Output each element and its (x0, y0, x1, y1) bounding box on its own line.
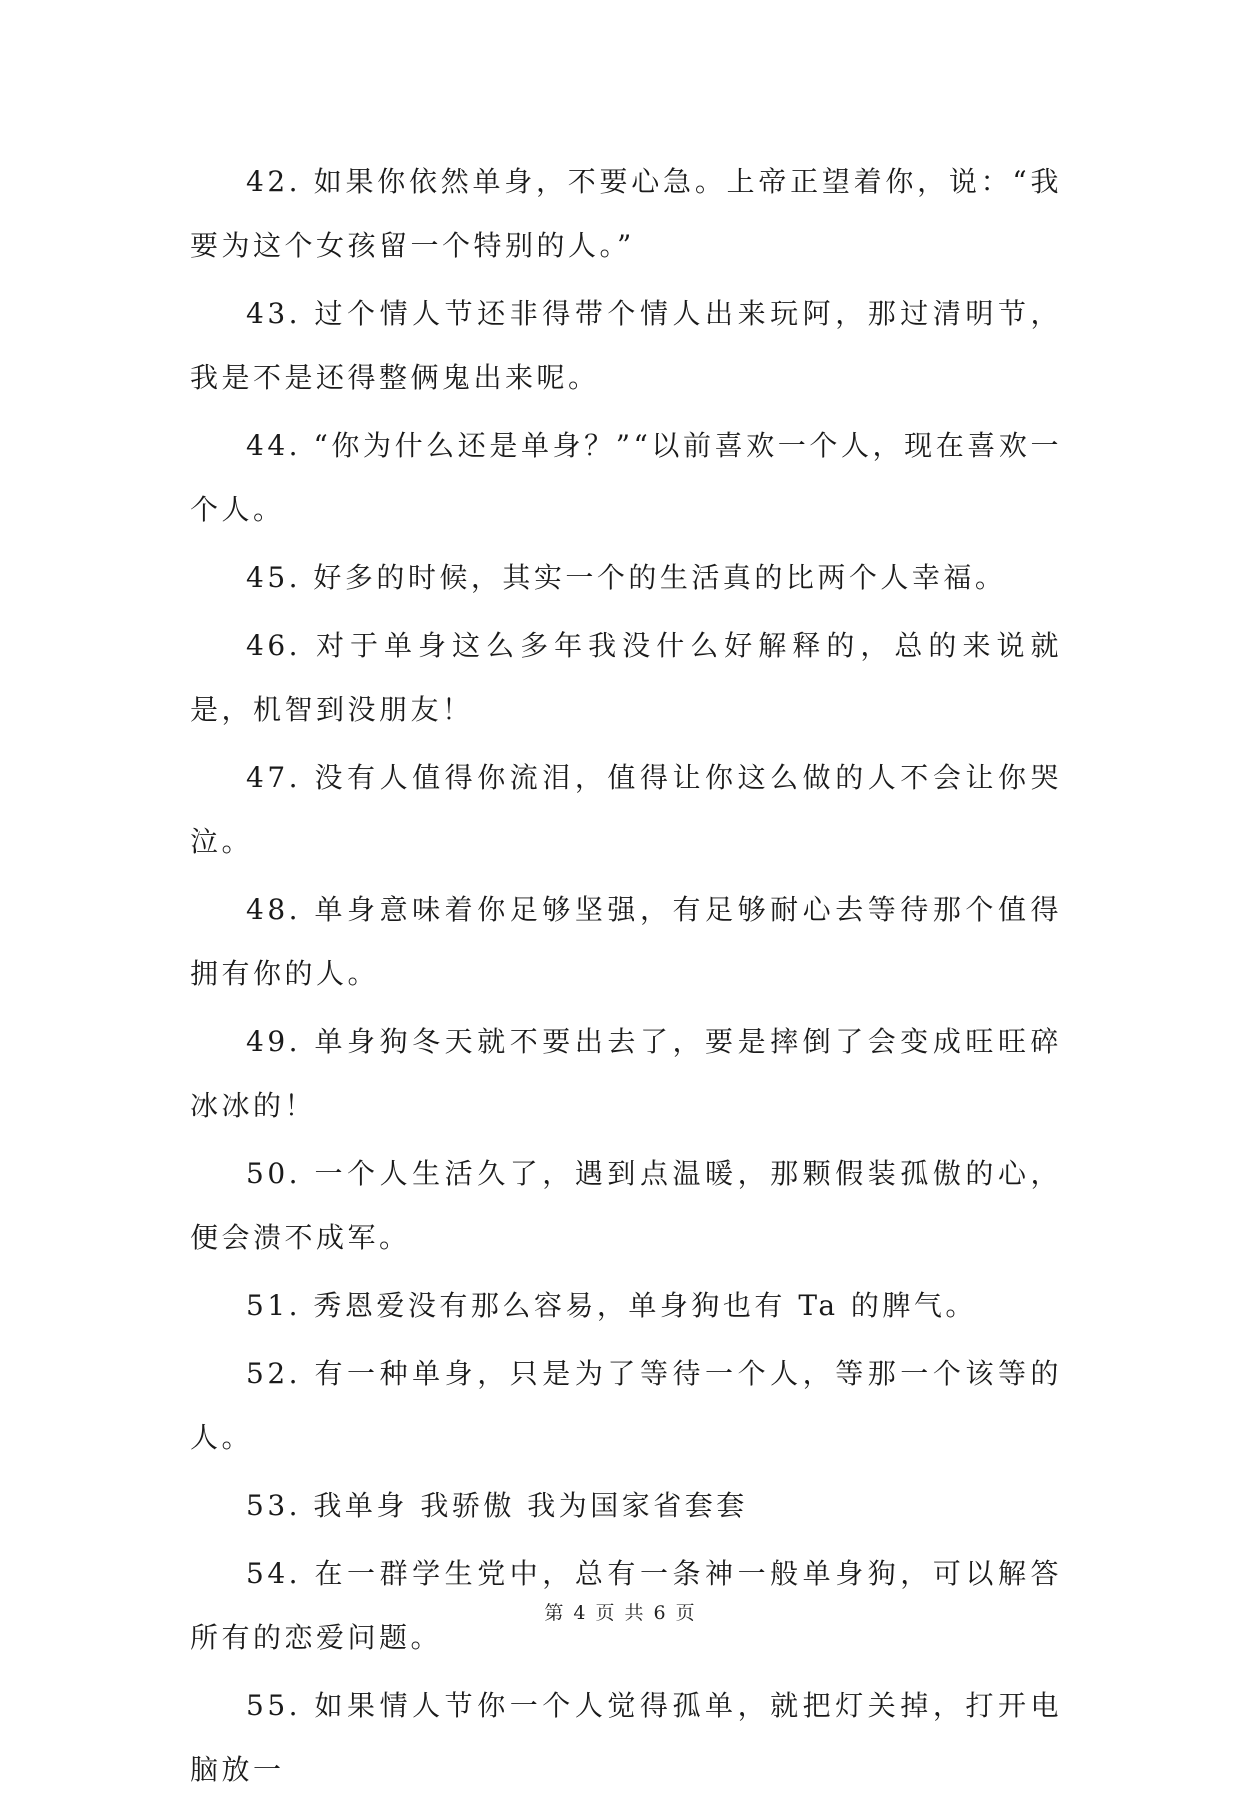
paragraph-50: 50. 一个人生活久了，遇到点温暖，那颗假装孤傲的心，便会溃不成军。 (190, 1157, 1062, 1254)
paragraph-52: 52. 有一种单身，只是为了等待一个人，等那一个该等的人。 (190, 1357, 1062, 1454)
paragraph-46: 46. 对于单身这么多年我没什么好解释的，总的来说就是，机智到没朋友！ (190, 629, 1062, 726)
paragraph-44: 44. “你为什么还是单身？”“以前喜欢一个人，现在喜欢一个人。 (190, 429, 1062, 526)
paragraph-53: 53. 我单身 我骄傲 我为国家省套套 (246, 1489, 748, 1522)
document-body (190, 150, 1062, 1806)
paragraph-45: 45. 好多的时候，其实一个的生活真的比两个人幸福。 (246, 561, 1007, 594)
paragraph-42: 42. 如果你依然单身，不要心急。上帝正望着你，说：“我要为这个女孩留一个特别的人。” (190, 165, 1062, 262)
paragraph-55: 55. 如果情人节你一个人觉得孤单，就把灯关掉，打开电脑放一 (190, 1689, 1062, 1786)
paragraph-54: 54. 在一群学生党中，总有一条神一般单身狗，可以解答所有的恋爱问题。 (190, 1557, 1062, 1654)
paragraph-43: 43. 过个情人节还非得带个情人出来玩阿，那过清明节，我是不是还得整俩鬼出来呢。 (190, 297, 1062, 394)
page-number-footer: 第 4 页 共 6 页 (544, 1602, 697, 1624)
paragraph-48: 48. 单身意味着你足够坚强，有足够耐心去等待那个值得拥有你的人。 (190, 893, 1062, 990)
paragraph-47: 47. 没有人值得你流泪，值得让你这么做的人不会让你哭泣。 (190, 761, 1062, 858)
paragraph-49: 49. 单身狗冬天就不要出去了，要是摔倒了会变成旺旺碎冰冰的！ (190, 1025, 1062, 1122)
paragraph-51: 51. 秀恩爱没有那么容易，单身狗也有 Ta 的脾气。 (246, 1289, 977, 1322)
